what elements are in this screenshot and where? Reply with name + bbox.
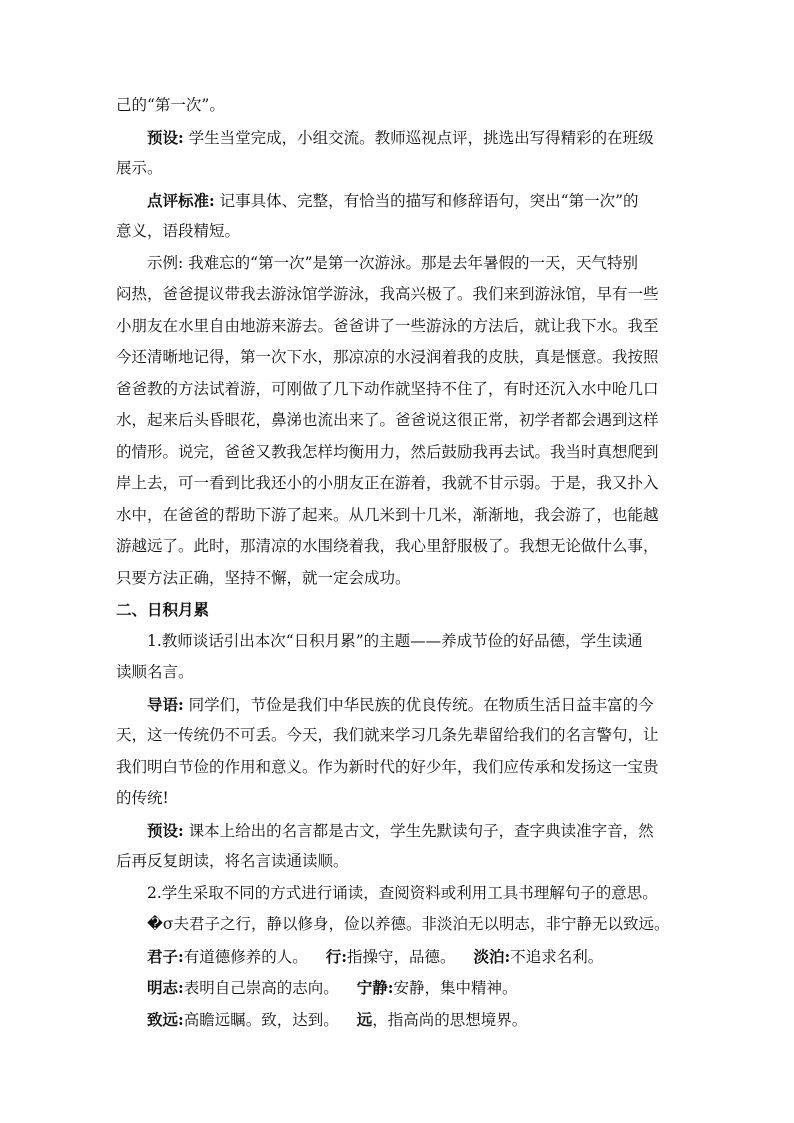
gloss-term: 淡泊: xyxy=(473,946,511,966)
gloss-term: 行: xyxy=(325,946,347,966)
gloss-line-2 xyxy=(116,972,686,1004)
section-heading: 二、日积月累 xyxy=(116,600,210,619)
paragraph-line xyxy=(116,374,686,406)
example-paragraph xyxy=(116,248,686,280)
quote-line xyxy=(116,909,686,941)
paragraph-line xyxy=(116,437,686,469)
text: 闷热，爸爸提议带我去游泳馆学游泳，我高兴极了。我们来到游泳馆，早有一些 xyxy=(116,285,659,303)
gloss-definition: 不追求名利。 xyxy=(510,947,604,966)
paragraph-line xyxy=(116,846,686,878)
document-body xyxy=(116,90,686,1035)
paragraph-line xyxy=(116,500,686,532)
text: 课本上给出的名言都是古文，学生先默读句子，查字典读准字音，然 xyxy=(183,821,654,840)
text: 记事具体、完整，有恰当的描写和修辞语句，突出“第一次”的 xyxy=(214,191,639,210)
text: 1.教师谈话引出本次“日积月累”的主题——养成节俭的好品德，学生读通 xyxy=(147,631,643,650)
gloss-definition: 指操守，品德。 xyxy=(346,947,456,966)
quote-text: �σ夫君子之行，静以修身，俭以养德。非淡泊无以明志，非宁静无以致远。 xyxy=(147,915,670,933)
text: 的情形。说完，爸爸又教我怎样均衡用力，然后鼓励我再去试。我当时真想爬到 xyxy=(116,442,659,461)
gloss-line-3 xyxy=(116,1004,686,1036)
paragraph-line xyxy=(116,468,686,500)
paragraph-line xyxy=(116,216,686,248)
text: 天，这一传统仍不可丢。今天，我们就来学习几条先辈留给我们的名言警句，让 xyxy=(116,726,659,744)
paragraph-line xyxy=(116,311,686,343)
intro-paragraph xyxy=(116,689,686,721)
text: 示例: 我难忘的“第一次”是第一次游泳。那是去年暑假的一天，天气特别 xyxy=(147,253,638,272)
paragraph-line xyxy=(116,342,686,374)
text: 水中，在爸爸的帮助下游了起来。从几米到十几米，渐渐地，我会游了，也能越 xyxy=(116,505,659,524)
gloss-definition: 表明自己崇高的志向。 xyxy=(183,979,339,997)
criteria-paragraph xyxy=(116,185,686,217)
gloss-term: 君子: xyxy=(147,946,184,966)
paragraph-line xyxy=(116,657,686,689)
paragraph-line xyxy=(116,783,686,815)
paragraph-line xyxy=(116,720,686,752)
paragraph-line xyxy=(116,563,686,595)
gloss-definition: 高瞻远瞩。致，达到。 xyxy=(183,1010,339,1029)
text: 游越远了。此时，那清凉的水围绕着我，我心里舒服极了。我想无论做什么事， xyxy=(116,537,659,555)
gloss-term: 远 xyxy=(356,1009,373,1029)
paragraph-line xyxy=(116,153,686,185)
paragraph-line xyxy=(116,90,686,122)
gloss-definition: ，指高尚的思想境界。 xyxy=(372,1010,528,1029)
text: 展示。 xyxy=(116,159,163,177)
gloss-line-1 xyxy=(116,941,686,973)
paragraph-line xyxy=(116,405,686,437)
text: 岸上去，可一看到比我还小的小朋友正在游着，我就不甘示弱。于是，我又扑入 xyxy=(116,474,659,492)
text: 意义，语段精短。 xyxy=(116,222,241,240)
text: 只要方法正确，坚持不懈，就一定会成功。 xyxy=(116,568,411,587)
criteria-label: 点评标准: xyxy=(147,190,215,210)
step-2-paragraph xyxy=(116,878,686,910)
gloss-definition: 安静，集中精神。 xyxy=(393,979,518,997)
text: 水，起来后头昏眼花，鼻涕也流出来了。爸爸说这很正常，初学者都会遇到这样 xyxy=(116,411,659,429)
text: 的传统! xyxy=(116,789,169,807)
intro-label: 导语: xyxy=(147,694,184,714)
paragraph-line xyxy=(116,752,686,784)
text: 读顺名言。 xyxy=(116,663,194,681)
step-1-paragraph xyxy=(116,626,686,658)
text: 己的“第一次”。 xyxy=(116,96,225,114)
gloss-term: 致远: xyxy=(147,1009,184,1029)
text: 爸爸教的方法试着游，可刚做了几下动作就坚持不住了，有时还沉入水中呛几口 xyxy=(116,379,659,398)
paragraph-line xyxy=(116,279,686,311)
text: 后再反复朗读，将名言读通读顺。 xyxy=(116,852,349,870)
preset-label: 预设: xyxy=(147,820,184,840)
preset-label: 预设: xyxy=(147,127,184,147)
gloss-definition: 有道德修养的人。 xyxy=(183,947,308,966)
text: 小朋友在水里自由地游来游去。爸爸讲了一些游泳的方法后，就让我下水。我至 xyxy=(116,316,659,335)
gloss-term: 宁静: xyxy=(356,978,394,997)
preset-paragraph-2 xyxy=(116,815,686,847)
gloss-term: 明志: xyxy=(147,978,184,997)
text: 今还清晰地记得，第一次下水，那凉凉的水浸润着我的皮肤，真是惬意。我按照 xyxy=(116,348,659,366)
preset-paragraph xyxy=(116,122,686,154)
text: 同学们，节俭是我们中华民族的优良传统。在物质生活日益丰富的今 xyxy=(183,695,654,714)
text: 我们明白节俭的作用和意义。作为新时代的好少年，我们应传承和发扬这一宝贵 xyxy=(116,757,659,776)
paragraph-line xyxy=(116,531,686,563)
text: 学生当堂完成，小组交流。教师巡视点评，挑选出写得精彩的在班级 xyxy=(183,128,654,147)
text: 2.学生采取不同的方式进行诵读，查阅资料或利用工具书理解句子的意思。 xyxy=(147,883,658,902)
